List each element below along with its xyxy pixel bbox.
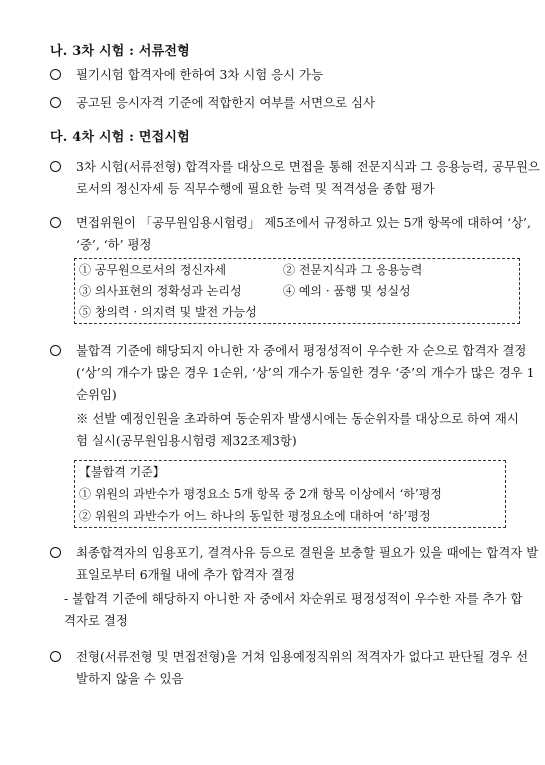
- bullet-text: 공고된 응시자격 기준에 적합한지 여부를 서면으로 심사: [76, 95, 375, 110]
- criteria-item: ⑤ 창의력 · 의지력 및 발전 가능성: [79, 305, 257, 319]
- bullet-item: [50, 64, 540, 86]
- bullet-text: 필기시험 합격자에 한하여 3차 시험 응시 가능: [76, 67, 323, 82]
- circle-bullet-icon: [50, 345, 61, 356]
- circle-bullet-icon: [50, 161, 61, 172]
- bullet-text: 전형(서류전형 및 면접전형)을 거쳐 임용예정직위의 적격자가 없다고 판단될 경우 선발하지 않을 수 있음: [76, 649, 529, 686]
- bullet-item: [50, 212, 540, 256]
- bullet-item: [50, 542, 540, 586]
- circle-bullet-icon: [50, 651, 61, 662]
- bullet-item: [50, 156, 540, 200]
- fail-criteria-item: ② 위원의 과반수가 어느 하나의 동일한 평정요소에 대하여 ‘하’평정: [79, 509, 431, 523]
- criteria-item: ② 전문지식과 그 응용능력: [283, 263, 423, 277]
- bullet-item: [50, 92, 540, 114]
- fail-criteria-item: ① 위원의 과반수가 평정요소 5개 항목 중 2개 항목 이상에서 ‘하’평정: [79, 487, 442, 501]
- reexam-note: ※ 선발 예정인원을 초과하여 동순위자 발생시에는 동순위자를 대상으로 하여 재시험 실시(공무원임용시험령 제32조제3항): [76, 411, 519, 448]
- fail-criteria-box: [74, 460, 506, 528]
- criteria-item: ③ 의사표현의 정확성과 논리성: [79, 284, 242, 298]
- evaluation-criteria-box: [74, 258, 520, 324]
- circle-bullet-icon: [50, 97, 61, 108]
- bullet-item: [50, 646, 540, 690]
- circle-bullet-icon: [50, 69, 61, 80]
- bullet-text: 면접위원이 「공무원임용시험령」 제5조에서 규정하고 있는 5개 항목에 대하여 ‘상’, ‘중’, ‘하’ 평정: [76, 215, 531, 252]
- additional-pass-note: - 불합격 기준에 해당하지 아니한 자 중에서 차순위로 평정성적이 우수한 자를 추가 합격자로 결정: [64, 591, 523, 628]
- fail-criteria-title: 【불합격 기준】: [79, 465, 165, 479]
- circle-bullet-icon: [50, 217, 61, 228]
- section-heading-document-screening: 나. 3차 시험 : 서류전형: [50, 44, 190, 59]
- bullet-item: [50, 340, 540, 406]
- bullet-text: 불합격 기준에 해당되지 아니한 자 중에서 평정성적이 우수한 자 순으로 합격자 결정(‘상’의 개수가 많은 경우 1순위, ‘상’의 개수가 동일한 경우 ‘중’의 개수가 많은 경우 1순위임): [76, 343, 535, 402]
- bullet-text: 최종합격자의 임용포기, 결격사유 등으로 결원을 보충할 필요가 있을 때에는 합격자 발표일로부터 6개월 내에 추가 합격자 결정: [76, 545, 539, 582]
- criteria-item: ① 공무원으로서의 정신자세: [79, 263, 227, 277]
- bullet-text: 3차 시험(서류전형) 합격자를 대상으로 면접을 통해 전문지식과 그 응용능력, 공무원으로서의 정신자세 등 직무수행에 필요한 능력 및 적격성을 종합 평가: [76, 159, 540, 196]
- section-heading-interview: 다. 4차 시험 : 면접시험: [50, 130, 190, 145]
- criteria-item: ④ 예의 · 품행 및 성실성: [283, 284, 411, 298]
- circle-bullet-icon: [50, 547, 61, 558]
